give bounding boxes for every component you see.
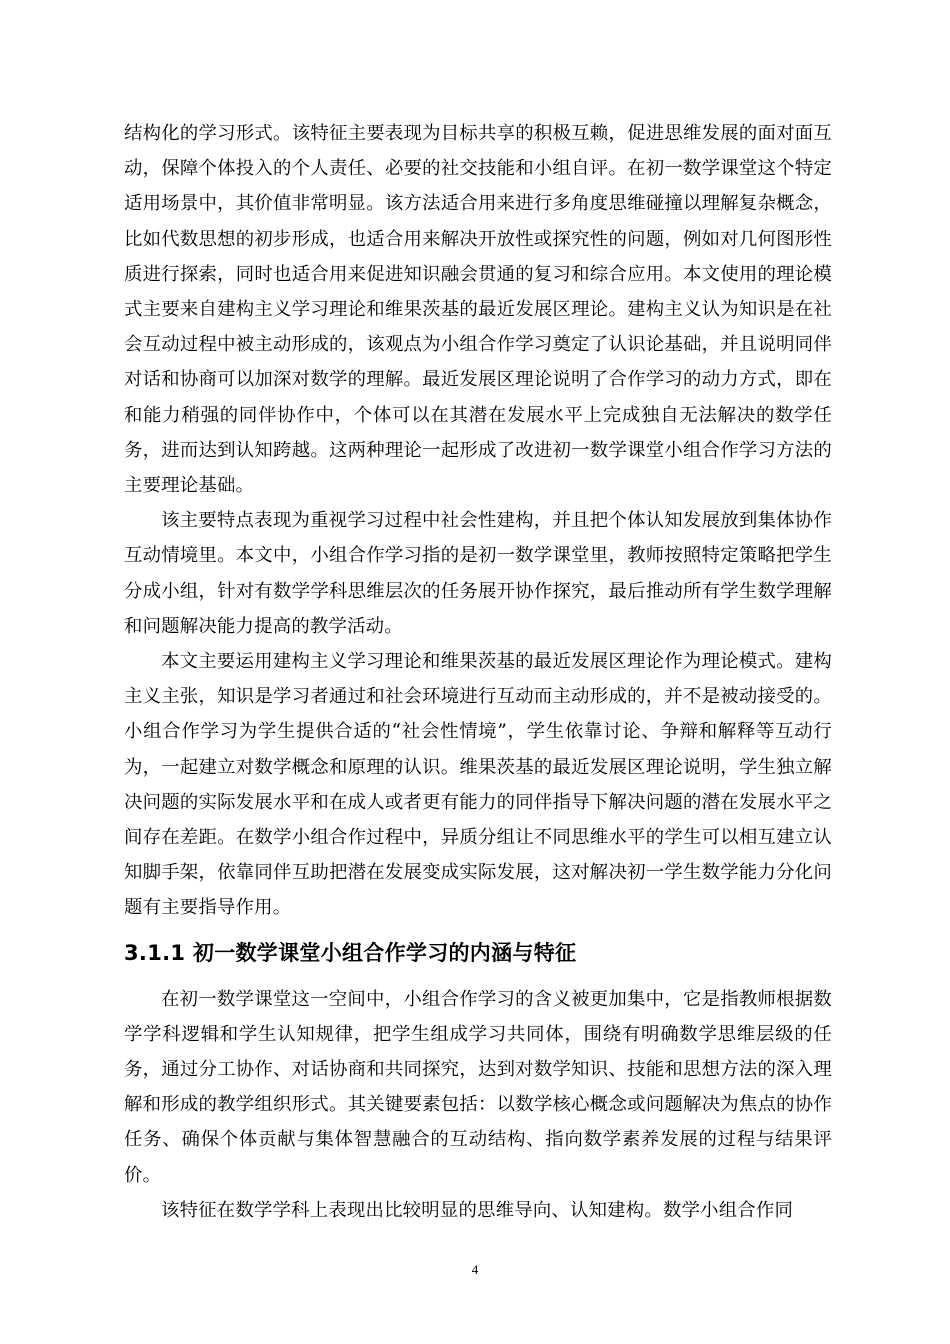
section-heading: 3.1.1 初一数学课堂小组合作学习的内涵与特征 (124, 940, 577, 965)
body-paragraph-1: 结构化的学习形式。该特征主要表现为目标共享的积极互赖，促进思维发展的面对面互动，保障个体投入的个人责任、必要的社交技能和小组自评。在初一数学课堂这个特定适用场景中，其价值非常明显。该方法适合用来进行多角度思维碰撞以理解复杂概念，比如代数思想的初步形成，也适合用来解决开放性或探究性的问题，例如对几何图形性质进行探索，同时也适合用来促进知识融会贯通的复习和综合应用。本文使用的理论模式主要来自建构主义学习理论和维果茨基的最近发展区理论。建构主义认为知识是在社会互动过程中被主动形成的，该观点为小组合作学习奠定了认识论基础，并且说明同伴对话和协商可以加深对数学的理解。最近发展区理论说明了合作学习的动力方式，即在和能力稍强的同伴协作中，个体可以在其潜在发展水平上完成独自无法解决的数学任务，进而达到认知跨越。这两种理论一起形成了改进初一数学课堂小组合作学习方法的主要理论基础。 (124, 123, 832, 497)
page-body (124, 116, 832, 1228)
page-number: 4 (471, 1262, 479, 1277)
body-paragraph-5: 该特征在数学学科上表现出比较明显的思维导向、认知建构。数学小组合作同 (161, 1199, 794, 1221)
body-paragraph-2: 该主要特点表现为重视学习过程中社会性建构，并且把个体认知发展放到集体协作互动情境里。本文中，小组合作学习指的是初一数学课堂里，教师按照特定策略把学生分成小组，针对有数学学科思维层次的任务展开协作探究，最后推动所有学生数学理解和问题解决能力提高的教学活动。 (124, 510, 832, 637)
body-paragraph-3: 本文主要运用建构主义学习理论和维果茨基的最近发展区理论作为理论模式。建构主义主张，知识是学习者通过和社会环境进行互动而主动形成的，并不是被动接受的。小组合作学习为学生提供合适的“社会性情境”，学生依靠讨论、争辩和解释等互动行为，一起建立对数学概念和原理的认识。维果茨基的最近发展区理论说明，学生独立解决问题的实际发展水平和在成人或者更有能力的同伴指导下解决问题的潜在发展水平之间存在差距。在数学小组合作过程中，异质分组让不同思维水平的学生可以相互建立认知脚手架，依靠同伴互助把潜在发展变成实际发展，这对解决初一学生数学能力分化问题有主要指导作用。 (124, 651, 832, 919)
body-paragraph-4: 在初一数学课堂这一空间中，小组合作学习的含义被更加集中，它是指教师根据数学学科逻辑和学生认知规律，把学生组成学习共同体，围绕有明确数学思维层级的任务，通过分工协作、对话协商和共同探究，达到对数学知识、技能和思想方法的深入理解和形成的教学组织形式。其关键要素包括：以数学核心概念或问题解决为焦点的协作任务、确保个体贡献与集体智慧融合的互动结构、指向数学素养发展的过程与结果评价。 (124, 988, 832, 1186)
